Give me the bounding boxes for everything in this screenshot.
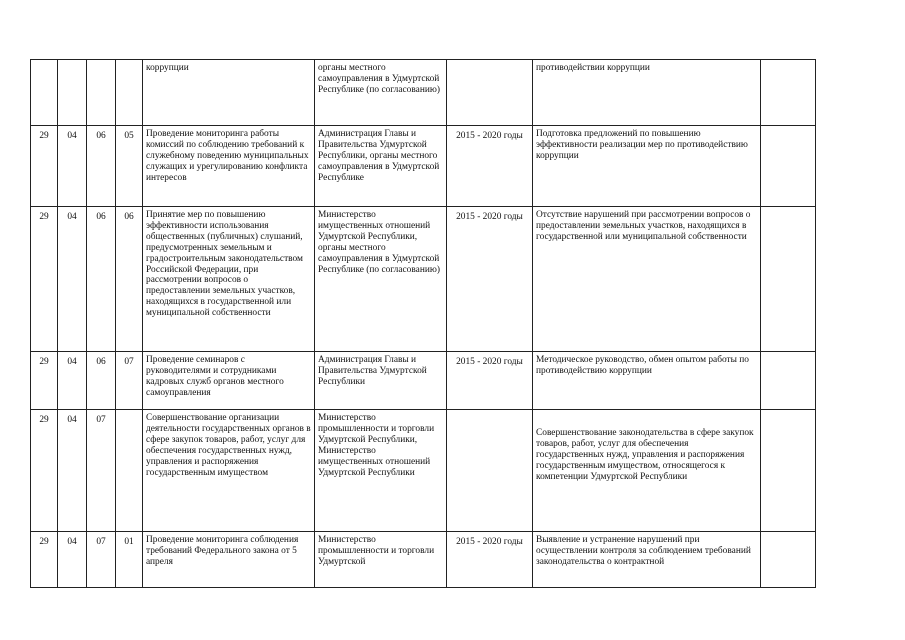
executor-cell: органы местного самоуправления в Удмуртской Республике (по согласованию) <box>315 60 447 126</box>
empty-cell <box>761 126 816 207</box>
activity-cell: Совершенствование организации деятельности государственных органов в сфере закупок товаров, работ, услуг для обеспечения государственных нужд, управления и распоряжения государственным имуществом <box>143 410 315 532</box>
document-page <box>30 59 815 588</box>
empty-cell <box>761 207 816 352</box>
program-table <box>30 59 816 588</box>
code-2 <box>58 60 87 126</box>
executor-cell: Администрация Главы и Правительства Удмуртской Республики <box>315 352 447 410</box>
activity-cell: Проведение мониторинга соблюдения требований Федерального закона от 5 апреля <box>143 532 315 588</box>
period-cell <box>447 410 533 532</box>
result-cell: Отсутствие нарушений при рассмотрении вопросов о предоставлении земельных участков, находящихся в государственной или муниципальной собственности <box>533 207 761 352</box>
code-4: 01 <box>116 532 143 588</box>
empty-cell <box>761 410 816 532</box>
executor-cell: Министерство промышленности и торговли Удмуртской <box>315 532 447 588</box>
activity-cell: Проведение семинаров с руководителями и сотрудниками кадровых служб органов местного самоуправления <box>143 352 315 410</box>
empty-cell <box>761 60 816 126</box>
code-1: 29 <box>31 410 58 532</box>
code-1: 29 <box>31 207 58 352</box>
activity-cell: Проведение мониторинга работы комиссий по соблюдению требований к служебному поведению муниципальных служащих и урегулированию конфликта интересов <box>143 126 315 207</box>
table-row <box>31 207 816 352</box>
code-1 <box>31 60 58 126</box>
code-3: 06 <box>87 352 116 410</box>
empty-cell <box>761 352 816 410</box>
code-2: 04 <box>58 352 87 410</box>
table-row <box>31 532 816 588</box>
code-2: 04 <box>58 126 87 207</box>
period-cell: 2015 - 2020 годы <box>447 352 533 410</box>
code-4 <box>116 60 143 126</box>
activity-cell: коррупции <box>143 60 315 126</box>
period-cell: 2015 - 2020 годы <box>447 126 533 207</box>
table-row <box>31 60 816 126</box>
code-1: 29 <box>31 532 58 588</box>
code-3 <box>87 60 116 126</box>
period-cell: 2015 - 2020 годы <box>447 207 533 352</box>
code-3: 06 <box>87 207 116 352</box>
code-3: 07 <box>87 410 116 532</box>
period-cell: 2015 - 2020 годы <box>447 532 533 588</box>
result-cell: Подготовка предложений по повышению эффективности реализации мер по противодействию коррупции <box>533 126 761 207</box>
table-row <box>31 126 816 207</box>
executor-cell: Министерство имущественных отношений Удмуртской Республики, органы местного самоуправления в Удмуртской Республике (по согласованию) <box>315 207 447 352</box>
result-cell: противодействии коррупции <box>533 60 761 126</box>
code-2: 04 <box>58 410 87 532</box>
code-3: 07 <box>87 532 116 588</box>
executor-cell: Администрация Главы и Правительства Удмуртской Республики, органы местного самоуправления в Удмуртской Республике <box>315 126 447 207</box>
activity-cell: Принятие мер по повышению эффективности использования общественных (публичных) слушаний, предусмотренных земельным и градостроительным законодательством Российской Федерации, при рассмотрении вопросов о предоставлении земельных участков, находящихся в государственной или муниципальной собственности <box>143 207 315 352</box>
executor-cell: Министерство промышленности и торговли Удмуртской Республики, Министерство имущественных отношений Удмуртской Республики <box>315 410 447 532</box>
table-row <box>31 352 816 410</box>
code-2: 04 <box>58 207 87 352</box>
code-2: 04 <box>58 532 87 588</box>
code-4: 05 <box>116 126 143 207</box>
code-1: 29 <box>31 352 58 410</box>
table-row <box>31 410 816 532</box>
code-3: 06 <box>87 126 116 207</box>
result-cell: Методическое руководство, обмен опытом работы по противодействию коррупции <box>533 352 761 410</box>
empty-cell <box>761 532 816 588</box>
code-4 <box>116 410 143 532</box>
result-cell: Выявление и устранение нарушений при осуществлении контроля за соблюдением требований законодательства о контрактной <box>533 532 761 588</box>
code-1: 29 <box>31 126 58 207</box>
code-4: 06 <box>116 207 143 352</box>
code-4: 07 <box>116 352 143 410</box>
result-cell: Совершенствование законодательства в сфере закупок товаров, работ, услуг для обеспечения государственных нужд, управления и распоряжения государственным имуществом, относящегося к компетенции Удмуртской Республики <box>533 410 761 532</box>
period-cell <box>447 60 533 126</box>
